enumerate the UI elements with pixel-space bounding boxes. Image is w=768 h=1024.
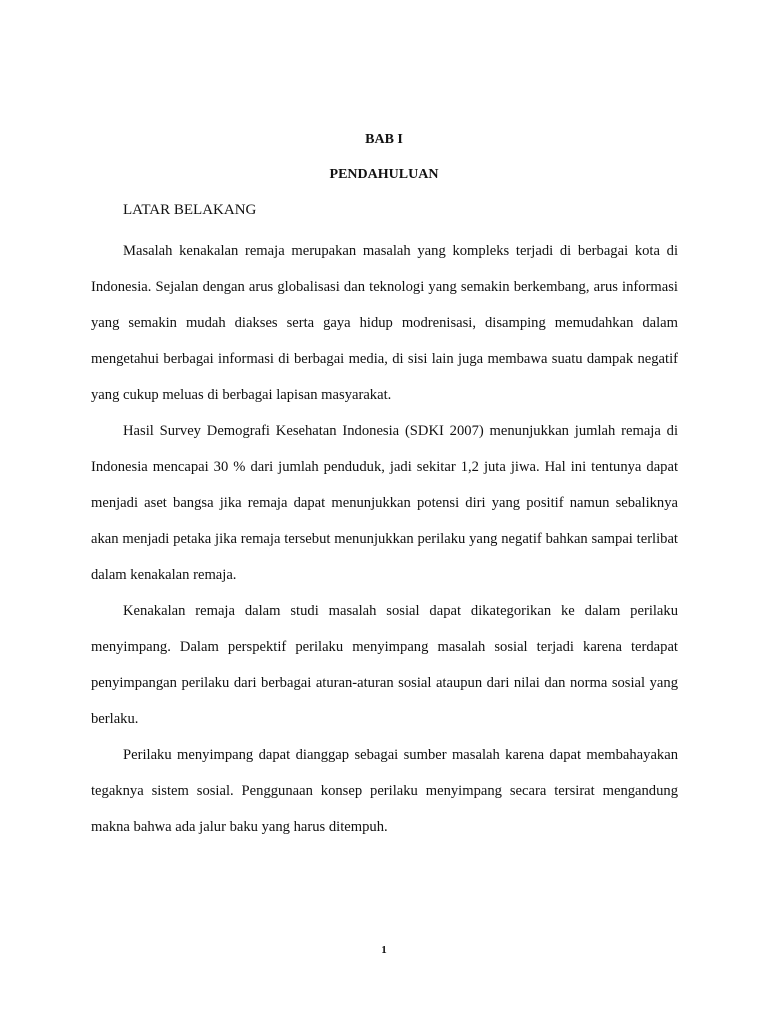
paragraph-2: Hasil Survey Demografi Kesehatan Indonesia (SDKI 2007) menunjukkan jumlah remaja di Indonesia mencapai 30 % dari jumlah penduduk, jadi sekitar 1,2 juta jiwa. Hal ini tentunya dapat menjadi aset bangsa jika remaja dapat menunjukkan potensi diri yang positif namun sebaliknya akan menjadi petaka jika remaja tersebut menunjukkan perilaku yang negatif bahkan sampai terlibat dalam kenakalan remaja. <box>91 423 678 583</box>
chapter-title: PENDAHULUAN <box>329 167 439 182</box>
paragraph-3: Kenakalan remaja dalam studi masalah sosial dapat dikategorikan ke dalam perilaku menyimpang. Dalam perspektif perilaku menyimpang masalah sosial terjadi karena terdapat penyimpangan perilaku dari berbagai aturan-aturan sosial ataupun dari nilai dan norma sosial yang berlaku. <box>91 603 678 727</box>
paragraph-4: Perilaku menyimpang dapat dianggap sebagai sumber masalah karena dapat membahayakan tegaknya sistem sosial. Penggunaan konsep perilaku menyimpang secara tersirat mengandung makna bahwa ada jalur baku yang harus ditempuh. <box>91 747 678 835</box>
document-body <box>91 233 678 845</box>
page-number: 1 <box>381 944 387 956</box>
section-heading: LATAR BELAKANG <box>123 202 257 218</box>
paragraph-1: Masalah kenakalan remaja merupakan masalah yang kompleks terjadi di berbagai kota di Indonesia. Sejalan dengan arus globalisasi dan teknologi yang semakin berkembang, arus informasi yang semakin mudah diakses serta gaya hidup modrenisasi, disamping memudahkan dalam mengetahui berbagai informasi di berbagai media, di sisi lain juga membawa suatu dampak negatif yang cukup meluas di berbagai lapisan masyarakat. <box>91 243 678 403</box>
chapter-heading: BAB I <box>365 132 403 147</box>
